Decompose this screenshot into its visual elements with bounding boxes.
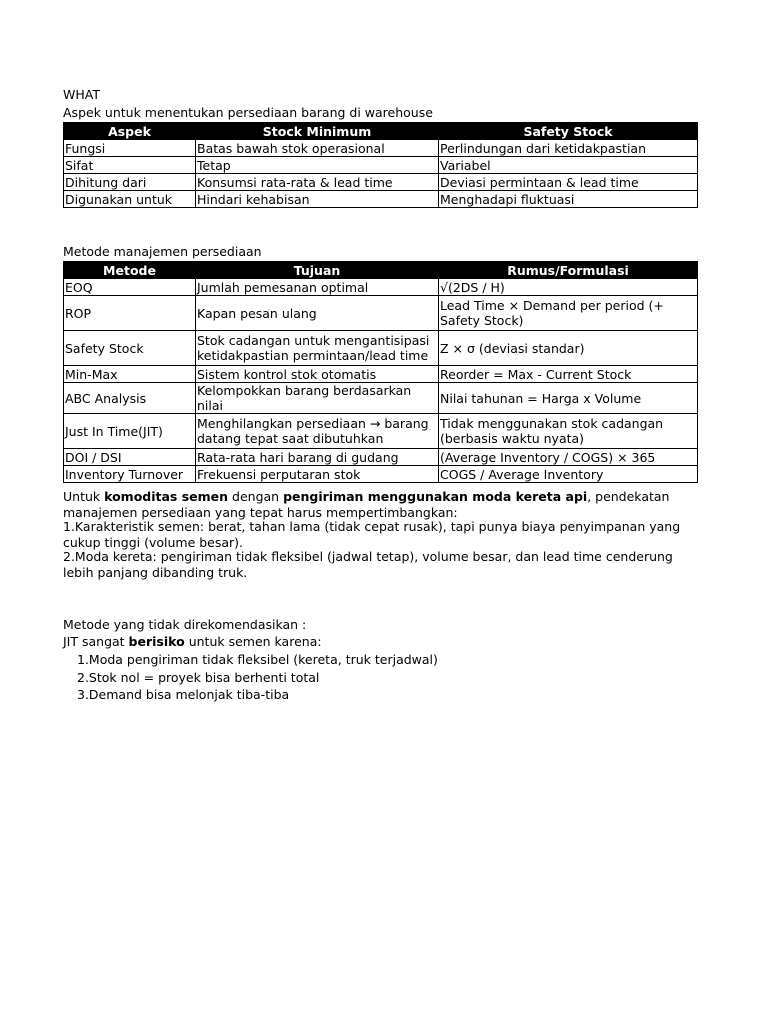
- table-cell: Rata-rata hari barang di gudang: [196, 449, 439, 466]
- table-cell: Z × σ (deviasi standar): [439, 331, 698, 366]
- table-row: [64, 140, 698, 157]
- table-cell: Safety Stock: [64, 331, 196, 366]
- table-cell: Min-Max: [64, 366, 196, 383]
- table-row: [64, 383, 698, 414]
- table-cell: Stok cadangan untuk mengantisipasi ketidakpastian permintaan/lead time: [196, 331, 439, 366]
- table-cell: Dihitung dari: [64, 174, 196, 191]
- table-cell: Kapan pesan ulang: [196, 296, 439, 331]
- column-header: Rumus/Formulasi: [439, 262, 698, 279]
- table-row: [64, 191, 698, 208]
- statement-text: JIT sangat: [63, 634, 129, 649]
- table-caption: Aspek untuk menentukan persediaan barang di warehouse: [63, 105, 433, 120]
- statement-text: untuk semen karena:: [184, 634, 322, 649]
- paragraph-text: , pendekatan manajemen persediaan yang tepat harus mempertimbangkan:: [63, 489, 670, 520]
- table-cell: Sistem kontrol stok otomatis: [196, 366, 439, 383]
- table-caption: Metode manajemen persediaan: [63, 244, 262, 259]
- table-row: [64, 414, 698, 449]
- table-cell: √(2DS / H): [439, 279, 698, 296]
- table-row: [64, 296, 698, 331]
- consideration-point-1: 1.Karakteristik semen: berat, tahan lama (tidak cepat rusak), tapi punya biaya penyimpanan yang cukup tinggi (volume besar).: [63, 519, 681, 550]
- table-cell: Menghadapi fluktuasi: [439, 191, 698, 208]
- paragraph-text: Untuk: [63, 489, 105, 504]
- table-cell: Variabel: [439, 157, 698, 174]
- list-item: 1.Moda pengiriman tidak fleksibel (kereta, truk terjadwal): [77, 652, 438, 667]
- jit-statement: [63, 634, 322, 649]
- table-row: [64, 331, 698, 366]
- table-cell: Digunakan untuk: [64, 191, 196, 208]
- column-header: Aspek: [64, 123, 196, 140]
- column-header: Metode: [64, 262, 196, 279]
- table-header-row: [64, 123, 698, 140]
- table-row: [64, 466, 698, 483]
- table-cell: EOQ: [64, 279, 196, 296]
- table-cell: Jumlah pemesanan optimal: [196, 279, 439, 296]
- table-cell: Menghilangkan persediaan → barang datang tepat saat dibutuhkan: [196, 414, 439, 449]
- table-row: [64, 449, 698, 466]
- section-heading: WHAT: [63, 87, 100, 102]
- table-cell: DOI / DSI: [64, 449, 196, 466]
- table-cell: Konsumsi rata-rata & lead time: [196, 174, 439, 191]
- consideration-point-2: 2.Moda kereta: pengiriman tidak fleksibel (jadwal tetap), volume besar, dan lead time cenderung lebih panjang dibanding truk.: [63, 549, 673, 580]
- table-cell: Reorder = Max - Current Stock: [439, 366, 698, 383]
- methods-table: [63, 261, 698, 483]
- table-cell: Deviasi permintaan & lead time: [439, 174, 698, 191]
- table-cell: ROP: [64, 296, 196, 331]
- list-item: 2.Stok nol = proyek bisa berhenti total: [77, 670, 320, 685]
- column-header: Tujuan: [196, 262, 439, 279]
- table-cell: Kelompokkan barang berdasarkan nilai: [196, 383, 439, 414]
- table-cell: Nilai tahunan = Harga x Volume: [439, 383, 698, 414]
- cement-paragraph: [63, 489, 697, 521]
- not-recommended-heading: Metode yang tidak direkomendasikan :: [63, 617, 307, 632]
- table-cell: Tidak menggunakan stok cadangan (berbasis waktu nyata): [439, 414, 698, 449]
- table-cell: Just In Time(JIT): [64, 414, 196, 449]
- table-header-row: [64, 262, 698, 279]
- aspect-table: [63, 122, 698, 208]
- statement-emphasis: berisiko: [128, 634, 185, 649]
- table-row: [64, 157, 698, 174]
- list-item: 3.Demand bisa melonjak tiba-tiba: [77, 687, 290, 702]
- table-cell: Fungsi: [64, 140, 196, 157]
- table-row: [64, 174, 698, 191]
- column-header: Safety Stock: [439, 123, 698, 140]
- table-cell: Inventory Turnover: [64, 466, 196, 483]
- paragraph-text: dengan: [228, 489, 284, 504]
- table-cell: ABC Analysis: [64, 383, 196, 414]
- table-row: [64, 366, 698, 383]
- column-header: Stock Minimum: [196, 123, 439, 140]
- table-row: [64, 279, 698, 296]
- table-cell: Perlindungan dari ketidakpastian: [439, 140, 698, 157]
- table-cell: COGS / Average Inventory: [439, 466, 698, 483]
- paragraph-emphasis: komoditas semen: [104, 489, 229, 504]
- table-cell: Tetap: [196, 157, 439, 174]
- table-cell: Batas bawah stok operasional: [196, 140, 439, 157]
- table-cell: Hindari kehabisan: [196, 191, 439, 208]
- table-cell: Frekuensi perputaran stok: [196, 466, 439, 483]
- table-cell: Sifat: [64, 157, 196, 174]
- paragraph-emphasis: pengiriman menggunakan moda kereta api: [283, 489, 588, 504]
- table-cell: (Average Inventory / COGS) × 365: [439, 449, 698, 466]
- table-cell: Lead Time × Demand per period (+ Safety Stock): [439, 296, 698, 331]
